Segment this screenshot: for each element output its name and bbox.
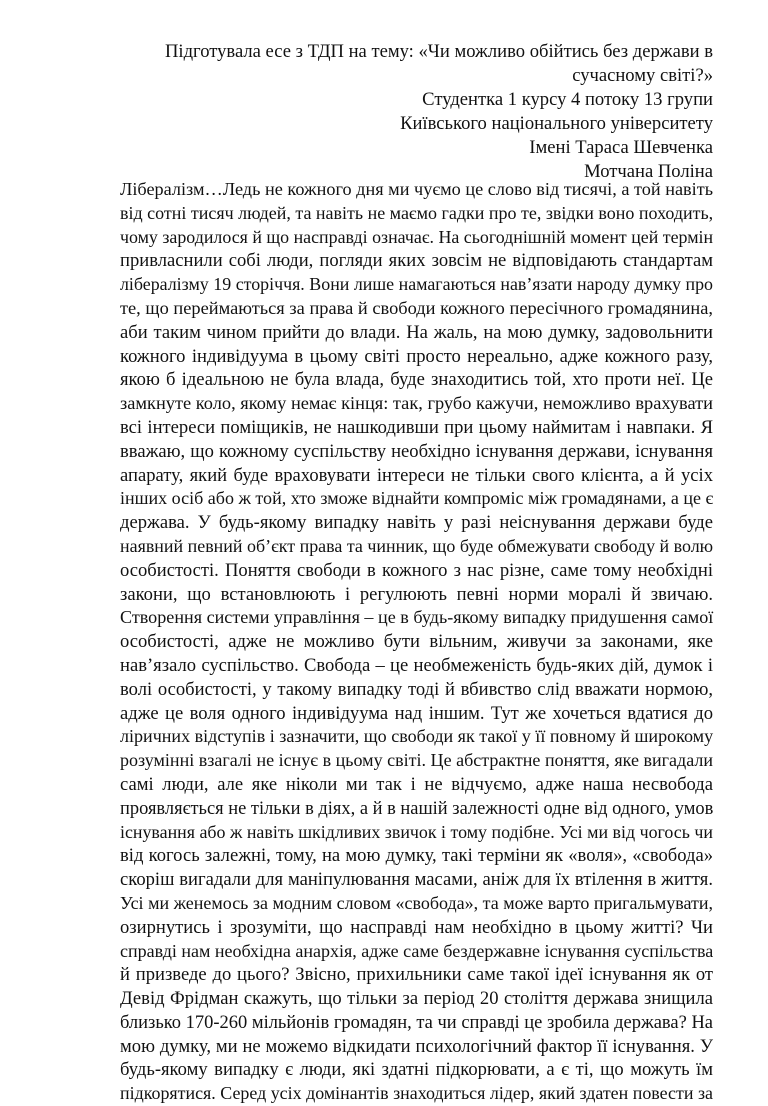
essay-line: особистості. Поняття свободи в кожного з нас різне, саме тому необхідні [120, 559, 713, 581]
essay-line: будь-якому випадку є люди, які здатні підкорювати, а є ті, що можуть їм [120, 1059, 713, 1081]
essay-line: держава. У будь-якому випадку навіть у разі неіснування держави буде [120, 512, 713, 534]
essay-line: аби таким чином прийти до влади. На жаль, на мою думку, задовольнити [120, 321, 713, 343]
header-university-line: Київського національного університету [400, 113, 713, 134]
essay-line: від когось залежні, тому, на мою думку, такі терміни як «воля», «свобода» [120, 845, 713, 867]
essay-line: апарату, який буде враховувати інтереси не тільки свого клієнта, а й усіх [120, 464, 713, 486]
essay-line: привласнили собі люди, погляди яких зовсім не відповідають стандартам [120, 250, 713, 272]
essay-line: близько 170-260 мільйонів громадян, та чи справді це зробила держава? На [120, 1011, 713, 1032]
essay-line: вважаю, що кожному суспільству необхідно існування держави, існування [120, 440, 713, 462]
essay-line: закони, що встановлюють і регулюють певні норми моралі й звичаю. [120, 583, 713, 605]
essay-line: озирнутись і зрозуміти, що насправді нам необхідно в цьому житті? Чи [120, 916, 713, 938]
header-university-name-line: Імені Тараса Шевченка [529, 137, 713, 158]
essay-line: всі інтереси поміщиків, не нашкодивши при цьому наймитам і навпаки. Я [120, 416, 713, 438]
essay-body [120, 178, 713, 1106]
essay-line: самі люди, але яке ніколи ми так і не відчуємо, адже наша несвобода [120, 773, 713, 795]
essay-line: ліричних відступів і зазначити, що свободи як такої у її повному й широкому [120, 726, 714, 747]
essay-line: скоріш вигадали для маніпулювання масами, аніж для їх втілення в життя. [120, 869, 713, 891]
essay-line: чому зародилося й що насправді означає. На сьогоднішній момент цей термін [120, 226, 714, 247]
essay-line: Усі ми женемось за модним словом «свобода», та може варто пригальмувати, [120, 892, 713, 913]
essay-line: Лібералізм…Ледь не кожного дня ми чуємо це слово від тисячі, а той навіть [120, 179, 713, 199]
essay-line: те, що переймаються за права й свободи кожного пересічного громадянина, [120, 297, 713, 318]
essay-line: існування або ж навіть шкідливих звичок і тому подібне. Усі ми від чогось чи [120, 821, 713, 842]
essay-line: справді нам необхідна анархія, адже саме бездержавне існування суспільства [120, 940, 714, 961]
essay-line: лібералізму 19 сторіччя. Вони лише намагаються нав’язати народу думку про [120, 274, 713, 295]
essay-line: особистості, адже не можливо бути вільним, живучи за законами, яке [120, 631, 713, 653]
essay-line: підкорятися. Серед усіх домінантів знаходиться лідер, який здатен повести за [120, 1083, 713, 1104]
essay-header [120, 40, 713, 184]
header-author-name: Мотчана Поліна [584, 161, 713, 182]
essay-line: розумінні взагалі не існує в цьому світі. Це абстрактне поняття, яке вигадали [120, 750, 713, 771]
essay-line: від сотні тисяч людей, та навіть не маємо гадки про те, звідки воно походить, [120, 202, 714, 223]
essay-line: якою б ідеальною не була влада, буде знаходитись той, хто проти неї. Це [120, 369, 713, 391]
header-topic-line-1: Підготувала есе з ТДП на тему: «Чи можливо обійтись без держави в [164, 41, 713, 62]
essay-line: кожного індивідуума в цьому світі просто нереально, адже кожного разу, [120, 345, 713, 367]
header-topic-line-2: сучасному світі?» [572, 65, 713, 86]
essay-line: й призведе до цього? Звісно, прихильники саме такої ідеї існування як от [120, 964, 713, 986]
essay-line: замкнуте коло, якому немає кінця: так, грубо кажучи, неможливо врахувати [120, 393, 714, 414]
essay-line: наявний певний об’єкт права та чинник, що буде обмежувати свободу й волю [120, 535, 714, 556]
essay-line: Девід Фрідман скажуть, що тільки за період 20 століття держава знищила [120, 988, 713, 1010]
header-student-line: Студентка 1 курсу 4 потоку 13 групи [422, 89, 713, 110]
essay-line: Створення системи управління – це в будь-якому випадку придушення самої [120, 607, 714, 628]
essay-line: адже це воля одного індивідуума над іншим. Тут же хочеться вдатися до [120, 702, 713, 724]
essay-line: нав’язало суспільство. Свобода – це необмеженість будь-яких дій, думок і [120, 654, 713, 676]
essay-line: мою думку, ми не можемо відкидати психологічний фактор її існування. У [120, 1035, 713, 1057]
essay-line: проявляється не тільки в діях, а й в нашій залежності одне від одного, умов [120, 797, 714, 818]
essay-line: волі особистості, у такому випадку тоді й вбивство слід вважати нормою, [120, 678, 713, 700]
essay-line: інших осіб або ж той, хто зможе віднайти компроміс між громадянами, а це є [120, 488, 714, 509]
